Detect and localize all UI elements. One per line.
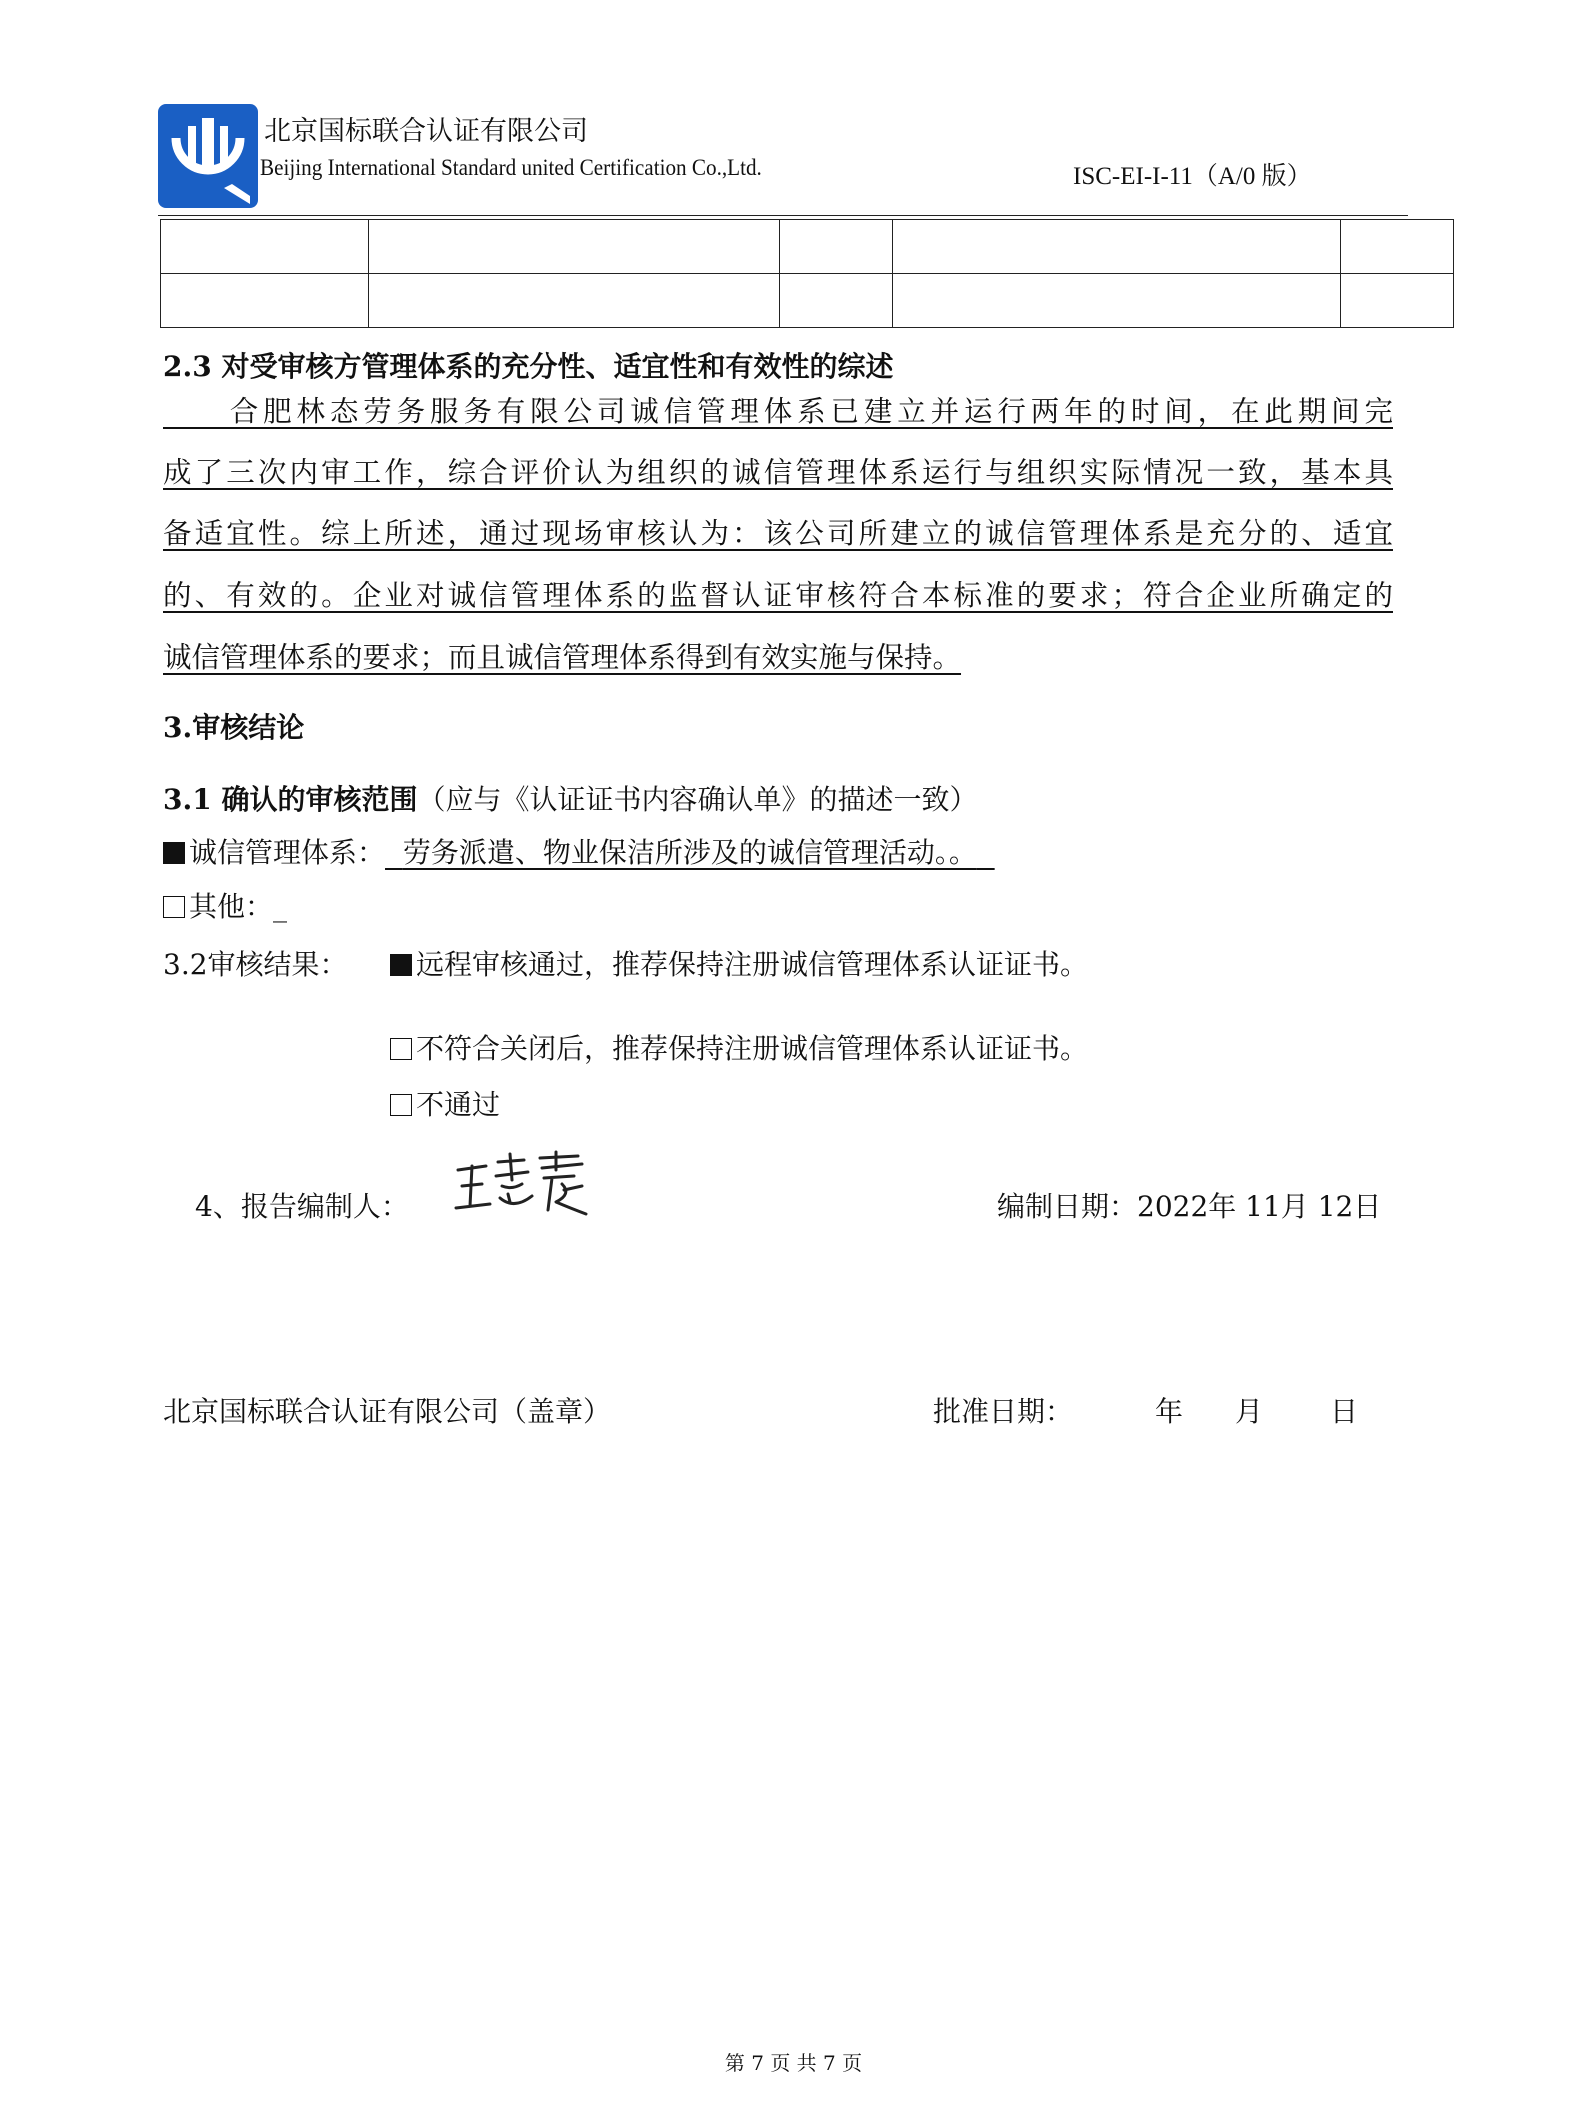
approval-year: 年	[1155, 1395, 1184, 1428]
result-option	[390, 1083, 500, 1123]
table-cell	[780, 274, 893, 328]
table-cell	[161, 274, 369, 328]
table-cell	[1341, 274, 1454, 328]
preparer-label: 4、报告编制人：	[195, 1190, 409, 1223]
other-checkbox[interactable]	[163, 896, 185, 918]
scope-label: 诚信管理体系：	[189, 836, 386, 869]
company-name-en: Beijing International Standard united Certification Co.,Ltd.	[260, 155, 762, 180]
approval-day: 日	[1330, 1395, 1359, 1428]
table-row	[161, 274, 1454, 328]
result-checkbox[interactable]	[390, 954, 412, 976]
result-option-text: 远程审核通过，推荐保持注册诚信管理体系认证证书。	[416, 948, 1089, 981]
result-checkbox[interactable]	[390, 1038, 412, 1060]
company-name-cn: 北京国标联合认证有限公司	[264, 116, 588, 147]
scope-checkbox[interactable]	[163, 842, 185, 864]
result-option	[390, 1027, 1088, 1067]
table-cell	[780, 220, 893, 274]
scope-heading-line	[163, 778, 977, 818]
section-2-3-heading: 2.3 对受审核方管理体系的充分性、适宜性和有效性的综述	[163, 350, 894, 383]
approval-date-label: 批准日期：	[933, 1395, 1074, 1428]
header-divider	[158, 215, 1408, 216]
company-seal: 北京国标联合认证有限公司（盖章）	[163, 1395, 612, 1428]
scope-note: （应与《认证证书内容确认单》的描述一致）	[417, 783, 978, 816]
table-row	[161, 220, 1454, 274]
paragraph-line: 合肥林态劳务服务有限公司诚信管理体系已建立并运行两年的时间，在此期间完	[163, 395, 1393, 428]
paragraph-line: 诚信管理体系的要求；而且诚信管理体系得到有效实施与保持。	[163, 641, 962, 674]
prepared-date: 编制日期：2022年 11月 12日	[997, 1190, 1382, 1223]
paragraph-line: 成了三次内审工作，综合评价认为组织的诚信管理体系运行与组织实际情况一致，基本具	[163, 456, 1393, 489]
table-cell	[893, 220, 1341, 274]
signature-image	[452, 1150, 592, 1220]
audit-table	[160, 219, 1454, 328]
document-code: ISC-EI-I-11（A/0 版）	[1073, 163, 1312, 190]
page-number: 第 7 页 共 7 页	[724, 2051, 863, 2075]
result-option-text: 不符合关闭后，推荐保持注册诚信管理体系认证证书。	[416, 1032, 1089, 1065]
other-item	[163, 885, 287, 925]
result-checkbox[interactable]	[390, 1094, 412, 1116]
result-option	[390, 943, 1088, 983]
scope-value: 劳务派遣、物业保洁所涉及的诚信管理活动。。	[402, 836, 977, 869]
bisc-logo-icon	[158, 104, 258, 208]
table-cell	[161, 220, 369, 274]
scope-heading: 3.1 确认的审核范围	[163, 783, 418, 816]
other-label: 其他：_	[189, 890, 288, 923]
paragraph-line: 的、有效的。企业对诚信管理体系的监督认证审核符合本标准的要求；符合企业所确定的	[163, 579, 1393, 612]
table-cell	[369, 220, 780, 274]
table-cell	[893, 274, 1341, 328]
result-label: 3.2审核结果：	[163, 948, 348, 981]
table-cell	[1341, 220, 1454, 274]
section-3-heading: 3.审核结论	[163, 711, 305, 744]
table-cell	[369, 274, 780, 328]
approval-month: 月	[1235, 1395, 1264, 1428]
paragraph-line: 备适宜性。综上所述，通过现场审核认为：该公司所建立的诚信管理体系是充分的、适宜	[163, 517, 1393, 550]
scope-item	[163, 831, 995, 871]
result-option-text: 不通过	[416, 1088, 501, 1121]
